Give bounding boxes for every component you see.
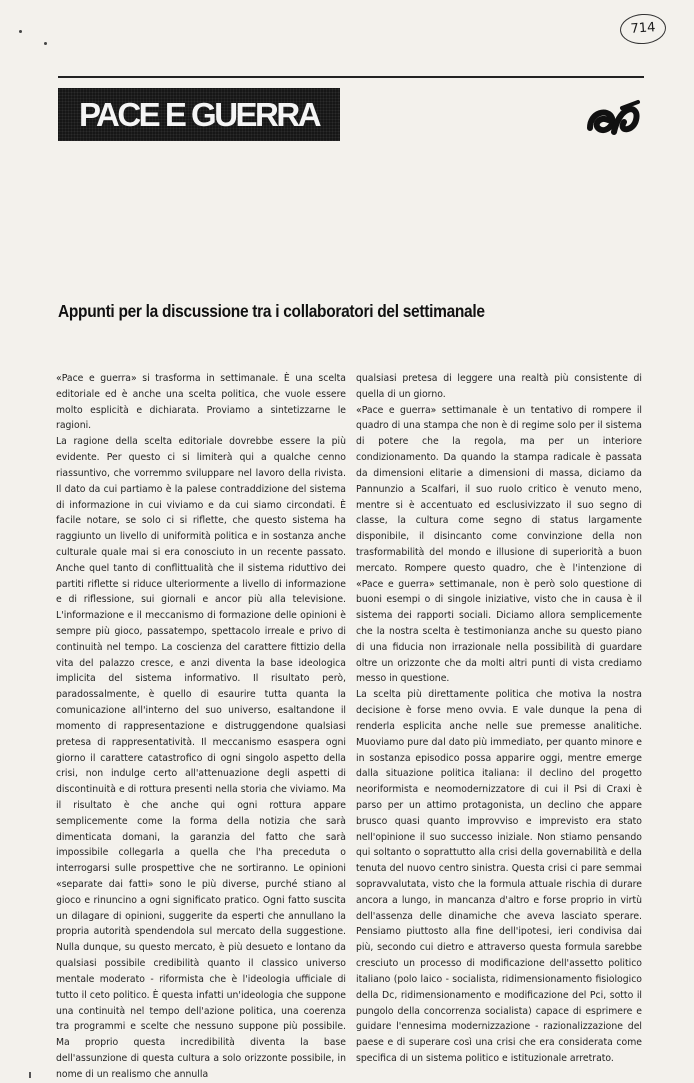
speck bbox=[44, 42, 47, 45]
paragraph: La ragione della scelta editoriale dovrebbe essere la più evidente. Per questo ci si limiterà qui a qualche cenno riassuntivo, che vorremmo sviluppare nel lavoro della rivista. Il dato da cui partiamo è la palese contraddizione del sistema di informazione in cui viviamo e da cui siamo circondati. È facile notare, se solo ci si riflette, che questo sistema ha raggiunto un livello di uniformità politica e in sostanza anche culturale quale mai si era conosciuto in un recente passato. Anche quel tanto di conflittualità che il sistema riduttivo dei partiti riflette si riduce ulteriormente a livello di informazione e di riflessione, sui giornali e ancor più alla televisione. L'informazione e il meccanismo di formazione delle opinioni è sempre più gioco, passatempo, spettacolo irreale e privo di continuità nel tempo. La coscienza del carattere fittizio della vita del palazzo cresce, e anzi diventa la base ideologica implicita del sistema informativo. Il risultato però, paradossalmente, è quello di esaurire tutta quanta la comunicazione all'interno del suo universo, esaltandone il momento di rappresentazione e distruggendone qualsiasi pretesa di rappresentatività. Il meccanismo esaspera ogni giorno il carattere catastrofico di ogni singolo aspetto della crisi, non indulge certo all'attenuazione degli aspetti di discontinuità e di rottura presenti nella storia che viviamo. Ma il risultato è che anche qui ogni rottura appare semplicemente come la forma della notizia che sarà dimenticata domani, la garanzia del fatto che sarà impossibile collegarla a quella che l'ha preceduta o interrogarsi sulle prospettive che ne sortiranno. Le opinioni «separate dai fatti» sono le più diverse, purché stiano al gioco e rinuncino a ogni significato pratico. Ogni fatto suscita un dilagare di opinioni, suggerite da esperti che annullano la propria autorità spendendola sul mercato della suggestione. Nulla dunque, su questo mercato, è più desueto e lontano da qualsiasi possibile credibilità quanto il classico universo mentale moderato - riformista che è l'ideologia ufficiale di tutto il ceto politico. È questa infatti un'ideologia che suppone una continuità nel tempo dell'azione politica, una coerenza tra programmi e scelte che nessuno suppone più possibile. Ma proprio questa incredibilità diventa la base dell'assunzione di questa cultura a solo orizzonte possibile, in nome di un realismo che annulla bbox=[56, 436, 346, 1080]
masthead-banner bbox=[58, 88, 340, 141]
page-number-stamp: 714 bbox=[619, 12, 667, 45]
article-column-left bbox=[56, 371, 346, 1083]
article-column-right bbox=[356, 371, 642, 1067]
masthead-title: PACE E GUERRA bbox=[78, 95, 320, 133]
article-headline: Appunti per la discussione tra i collaboratori del settimanale bbox=[58, 302, 485, 322]
paragraph: «Pace e guerra» settimanale è un tentativo di rompere il quadro di una stampa che non è di regime solo per il sistema di potere che la regola, ma per un interiore condizionamento. Da quando la stampa radicale è passata da dimensioni elitarie a dimensioni di massa, diciamo da Pannunzio a Scalfari, il suo ruolo critico è venuto meno, mentre si è accentuato ed esclusivizzato il suo segno di classe, la cultura come segno di status largamente disponibile, il disincanto come convinzione della non trasformabilità del mondo e illusione di superiorità a buon mercato. Rompere questo quadro, che è l'intenzione di «Pace e guerra» settimanale, non è però solo questione di buoni esempi o di singole iniziative, visto che in causa è il sistema dei rapporti sociali. Diciamo allora semplicemente che la nostra scelta è testimonianza anche su questo piano di una fiducia non irrazionale nella possibilità di guardare oltre un orizzonte che da molti altri punti di vista crediamo messo in questione. bbox=[356, 404, 642, 685]
top-rule bbox=[58, 76, 644, 78]
paragraph: «Pace e guerra» si trasforma in settimanale. È una scelta editoriale ed è anche una scelta politica, che vuole essere molto esplicità e dichiarata. Proviamo a sintetizzarne le ragioni. bbox=[56, 373, 346, 432]
paragraph: qualsiasi pretesa di leggere una realtà più consistente di quella di un giorno. bbox=[356, 373, 642, 400]
stylized-pg-logo-icon bbox=[586, 98, 642, 144]
speck bbox=[19, 30, 22, 33]
paragraph: La scelta più direttamente politica che motiva la nostra decisione è forse meno ovvia. E vale dunque la pena di renderla esplicita anche nelle sue premesse analitiche. Muoviamo pure dal dato più immediato, per quanto minore e in sostanza episodico possa apparire oggi, mentre emerge dalla situazione politica italiana: il declino del progetto neoriformista e neomodernizzatore di cui il Psi di Craxi è parso per un attimo protagonista, un declino che appare brusco quasi quanto improvviso e imprevisto era stato nell'opinione il suo successo iniziale. Non stiamo pensando qui soltanto o soprattutto alla crisi della governabilità e della tenuta del nuovo centro sinistra. Questa crisi ci pare semmai sopravvalutata, visto che la formula attuale rischia di durare ancora a lungo, in mancanza d'altro e forse proprio in virtù dell'assenza delle dinamiche che aveva lasciato sperare. Pensiamo piuttosto alla fine dell'ipotesi, ieri condivisa dai più, secondo cui dietro e attraverso questa formula sarebbe cresciuto un processo di modificazione dell'assetto politico italiano (polo laico - socialista, ridimensionamento fisiologico della Dc, ridimensionamento e modificazione del Pci, sotto il pungolo della concorrenza socialista) capace di esprimere e guidare l'ennesima modernizzazione - razionalizzazione del paese e di superare così una crisi che era considerata come specifica di un sistema politico e istituzionale arretrato. bbox=[356, 689, 642, 1064]
edge-mark bbox=[29, 1072, 31, 1078]
